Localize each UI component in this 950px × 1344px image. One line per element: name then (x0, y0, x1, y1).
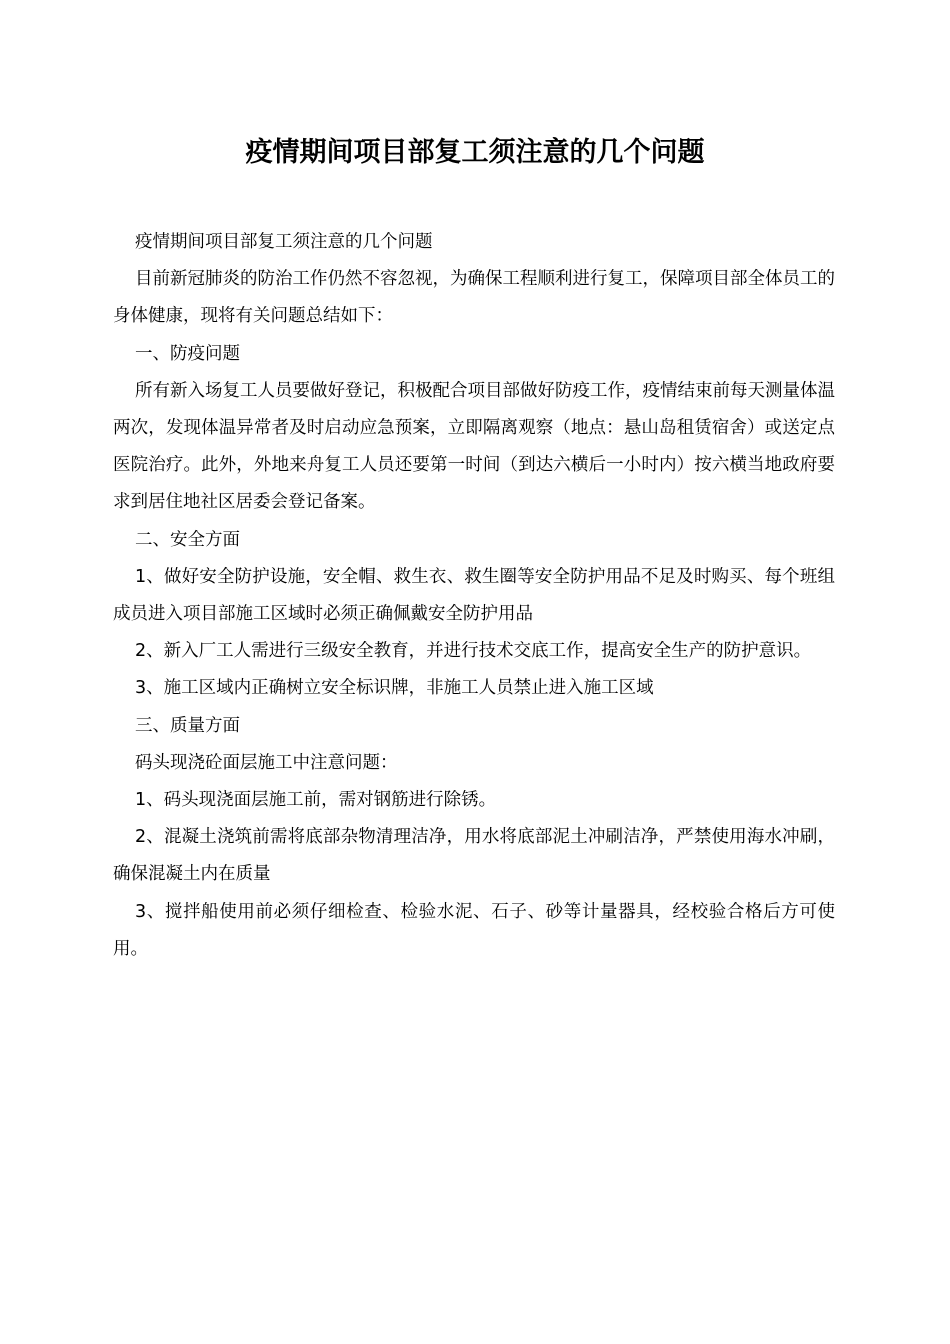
section-heading-epidemic: 一、防疫问题 (135, 343, 240, 364)
paragraph-epidemic: 所有新入场复工人员要做好登记，积极配合项目部做好防疫工作，疫情结束前每天测量体温两次，发现体温异常者及时启动应急预案，立即隔离观察（地点：悬山岛租赁宿舍）或送定点医院治疗。此外，外地来舟复工人员还要第一时间（到达六横后一小时内）按六横当地政府要求到居住地社区居委会登记备案。 (113, 380, 835, 513)
section-heading-quality: 三、质量方面 (135, 715, 240, 736)
document-title: 疫情期间项目部复工须注意的几个问题 (245, 137, 705, 168)
quality-item-1: 1、码头现浇面层施工前，需对钢筋进行除锈。 (135, 790, 497, 811)
paragraph-subtitle: 疫情期间项目部复工须注意的几个问题 (135, 232, 433, 252)
quality-item-3: 3、搅拌船使用前必须仔细检查、检验水泥、石子、砂等计量器具，经校验合格后方可使用。 (113, 901, 835, 959)
section-heading-safety: 二、安全方面 (135, 529, 240, 550)
safety-item-2: 2、新入厂工人需进行三级安全教育，并进行技术交底工作，提高安全生产的防护意识。 (135, 641, 812, 662)
safety-item-3: 3、施工区域内正确树立安全标识牌，非施工人员禁止进入施工区域 (135, 678, 654, 699)
safety-item-1: 1、做好安全防护设施，安全帽、救生衣、救生圈等安全防护用品不足及时购买、每个班组成员进入项目部施工区域时必须正确佩戴安全防护用品 (113, 566, 835, 625)
quality-intro: 码头现浇砼面层施工中注意问题： (135, 752, 398, 773)
document-body (113, 224, 835, 968)
paragraph-intro: 目前新冠肺炎的防治工作仍然不容忽视，为确保工程顺利进行复工，保障项目部全体员工的身体健康，现将有关问题总结如下： (113, 269, 835, 327)
quality-item-2: 2、混凝土浇筑前需将底部杂物清理洁净，用水将底部泥土冲刷洁净，严禁使用海水冲刷，确保混凝土内在质量 (113, 827, 835, 885)
